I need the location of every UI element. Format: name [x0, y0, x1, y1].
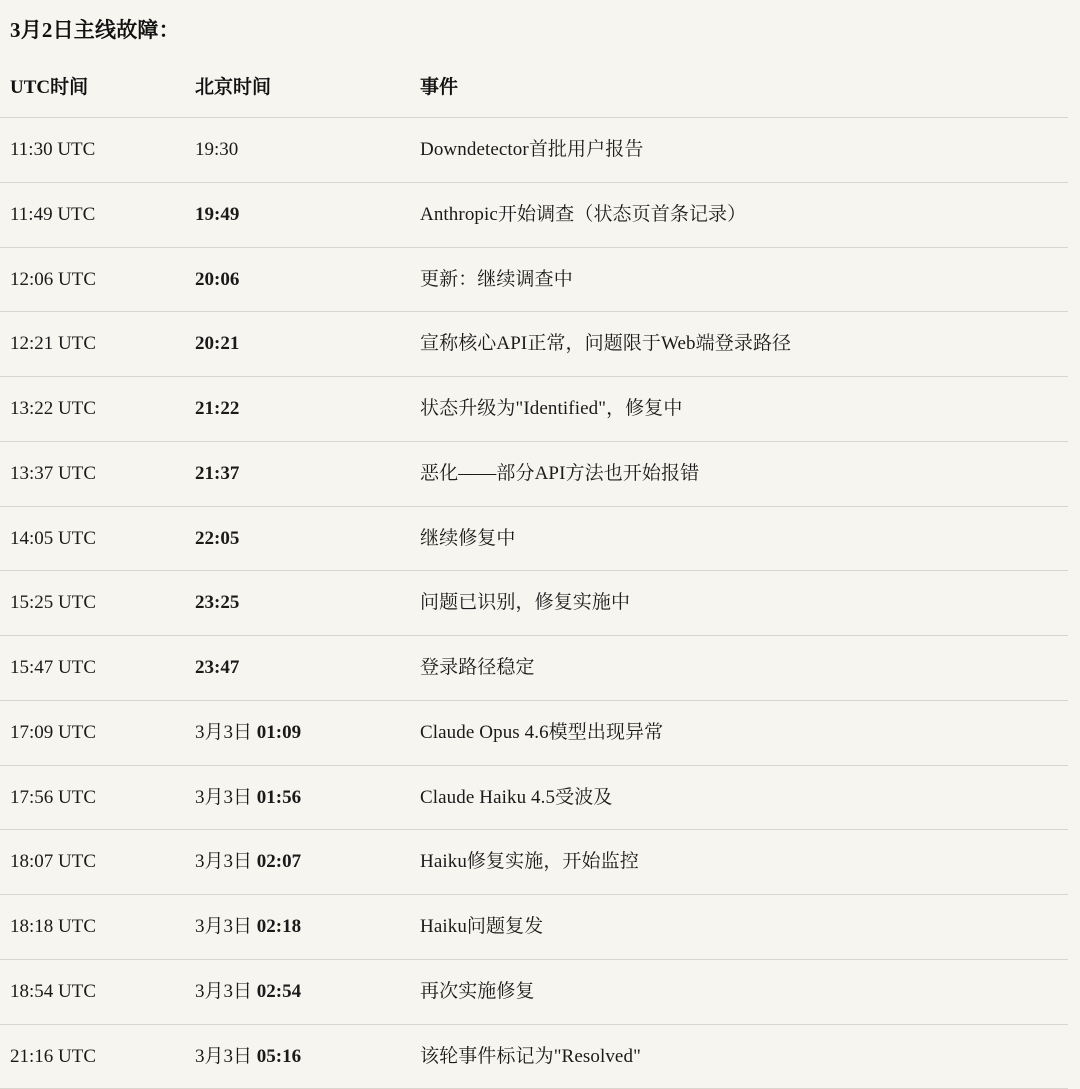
table-header-row [0, 60, 1068, 118]
cell-event-description: Haiku问题复发 [410, 895, 1068, 960]
cell-utc-time: 17:09 UTC [0, 700, 185, 765]
cell-event-description: Anthropic开始调查（状态页首条记录） [410, 182, 1068, 247]
cell-utc-time: 17:56 UTC [0, 765, 185, 830]
beijing-time-value: 01:09 [256, 721, 302, 743]
cell-beijing-time [185, 571, 410, 636]
cell-event-description: Haiku修复实施，开始监控 [410, 830, 1068, 895]
cell-event-description: 该轮事件标记为"Resolved" [410, 1024, 1068, 1089]
page-title: 3月2日主线故障： [10, 18, 180, 42]
cell-event-description: Claude Haiku 4.5受波及 [410, 765, 1068, 830]
table-row [0, 441, 1068, 506]
cell-event-description: 恶化——部分API方法也开始报错 [410, 441, 1068, 506]
table-row [0, 895, 1068, 960]
cell-utc-time: 11:30 UTC [0, 118, 185, 183]
cell-beijing-time [185, 506, 410, 571]
cell-event-description: 登录路径稳定 [410, 636, 1068, 701]
table-row [0, 247, 1068, 312]
column-header-event: 事件 [410, 60, 1068, 118]
cell-beijing-time [185, 959, 410, 1024]
cell-beijing-time [185, 441, 410, 506]
cell-utc-time: 13:37 UTC [0, 441, 185, 506]
cell-beijing-time [185, 765, 410, 830]
incident-timeline-table [0, 60, 1068, 1089]
cell-utc-time: 11:49 UTC [0, 182, 185, 247]
cell-utc-time: 12:06 UTC [0, 247, 185, 312]
cell-beijing-time [185, 700, 410, 765]
cell-beijing-time [185, 636, 410, 701]
cell-event-description: 更新：继续调查中 [410, 247, 1068, 312]
cell-beijing-time [185, 830, 410, 895]
cell-beijing-time [185, 312, 410, 377]
cell-utc-time: 14:05 UTC [0, 506, 185, 571]
cell-utc-time: 12:21 UTC [0, 312, 185, 377]
table-row [0, 571, 1068, 636]
beijing-time-value: 22:05 [195, 527, 240, 549]
cell-event-description: 问题已识别，修复实施中 [410, 571, 1068, 636]
cell-utc-time: 21:16 UTC [0, 1024, 185, 1089]
beijing-time-value: 19:30 [195, 139, 239, 160]
cell-beijing-time [185, 118, 410, 183]
beijing-date-prefix: 3月3日 [195, 851, 257, 873]
cell-event-description: Claude Opus 4.6模型出现异常 [410, 700, 1068, 765]
beijing-time-value: 21:37 [195, 462, 240, 484]
cell-event-description: Downdetector首批用户报告 [410, 118, 1068, 183]
cell-beijing-time [185, 247, 410, 312]
beijing-date-prefix: 3月3日 [195, 980, 257, 1002]
table-row [0, 182, 1068, 247]
cell-beijing-time [185, 1024, 410, 1089]
table-row [0, 700, 1068, 765]
beijing-date-prefix: 3月3日 [195, 916, 257, 937]
cell-beijing-time [185, 895, 410, 960]
cell-utc-time: 15:47 UTC [0, 636, 185, 701]
table-row [0, 636, 1068, 701]
cell-event-description: 状态升级为"Identified"，修复中 [410, 377, 1068, 442]
beijing-date-prefix: 3月3日 [195, 786, 257, 808]
beijing-time-value: 02:54 [256, 980, 302, 1002]
cell-utc-time: 18:54 UTC [0, 959, 185, 1024]
beijing-date-prefix: 3月3日 [195, 721, 257, 743]
beijing-time-value: 21:22 [195, 398, 240, 419]
beijing-time-value: 19:49 [195, 203, 240, 225]
table-row [0, 765, 1068, 830]
cell-event-description: 再次实施修复 [410, 959, 1068, 1024]
column-header-beijing: 北京时间 [185, 60, 410, 118]
table-row [0, 1024, 1068, 1089]
beijing-time-value: 05:16 [256, 1045, 302, 1067]
cell-event-description: 宣称核心API正常，问题限于Web端登录路径 [410, 312, 1068, 377]
beijing-time-value: 02:18 [256, 916, 302, 937]
table-row [0, 506, 1068, 571]
table-row [0, 959, 1068, 1024]
beijing-time-value: 20:06 [195, 268, 240, 290]
table-row [0, 377, 1068, 442]
cell-utc-time: 15:25 UTC [0, 571, 185, 636]
beijing-time-value: 23:25 [195, 592, 240, 614]
beijing-time-value: 02:07 [256, 851, 302, 873]
cell-utc-time: 18:07 UTC [0, 830, 185, 895]
table-row [0, 312, 1068, 377]
cell-utc-time: 13:22 UTC [0, 377, 185, 442]
cell-beijing-time [185, 377, 410, 442]
column-header-utc: UTC时间 [0, 60, 185, 118]
cell-beijing-time [185, 182, 410, 247]
beijing-time-value: 23:47 [195, 657, 240, 678]
table-row [0, 830, 1068, 895]
cell-event-description: 继续修复中 [410, 506, 1068, 571]
cell-utc-time: 18:18 UTC [0, 895, 185, 960]
table-body [0, 118, 1068, 1089]
beijing-time-value: 20:21 [195, 333, 240, 355]
table-row [0, 118, 1068, 183]
beijing-date-prefix: 3月3日 [195, 1045, 257, 1067]
beijing-time-value: 01:56 [256, 786, 302, 808]
